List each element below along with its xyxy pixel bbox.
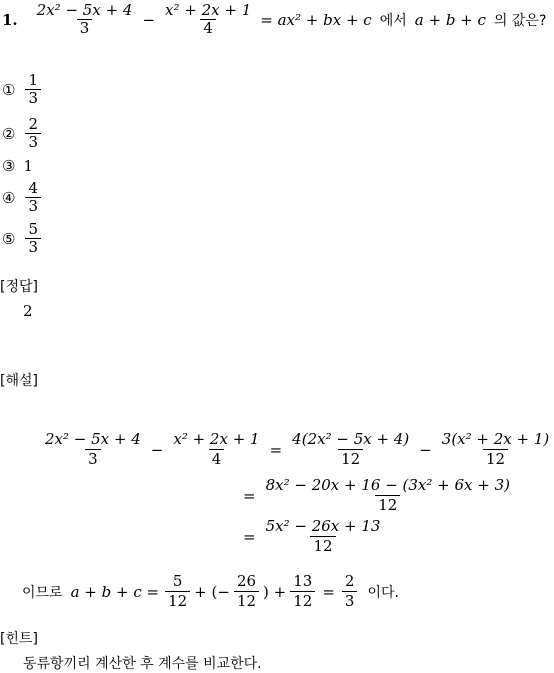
choice-3-value: 1 (23, 157, 33, 175)
conclusion-fraction-2-numerator: 26 (236, 572, 257, 590)
choice-1-marker: ① (2, 80, 16, 99)
conclusion-fraction-4-numerator: 2 (344, 572, 355, 590)
solution-fraction-d-numerator: 3(x² + 2x + 1) (441, 430, 550, 448)
hint-text: 동류항끼리 계산한 후 계수를 비교한다. (23, 656, 262, 672)
conclusion-fraction-3-numerator: 13 (293, 572, 313, 590)
fraction-1 (34, 2, 136, 37)
conclusion-fraction-1-denominator: 12 (165, 591, 190, 611)
choice-5-marker: ⑤ (2, 229, 16, 248)
solution-fraction-e-numerator: 8x² − 20x + 16 − (3x² + 6x + 3) (265, 476, 511, 494)
choice-4-marker: ④ (2, 188, 16, 207)
conclusion-fraction-1-numerator: 5 (172, 572, 183, 590)
minus-sign: − (419, 440, 432, 459)
choice-2[interactable] (2, 116, 43, 151)
fraction-1-denominator: 3 (77, 19, 93, 37)
choice-2-fraction (25, 116, 41, 151)
conclusion-plus-open: + (− (194, 582, 230, 601)
solution-fraction-c-denominator: 12 (338, 449, 363, 469)
choice-5[interactable] (2, 221, 43, 256)
choice-1-numerator: 1 (28, 71, 38, 89)
conclusion-fraction-4 (342, 572, 358, 611)
solution-fraction-c-numerator: 4(2x² − 5x + 4) (292, 430, 410, 448)
choice-4-numerator: 4 (28, 179, 38, 197)
conclusion-fraction-3 (290, 572, 315, 611)
solution-label: [해설] (0, 373, 38, 389)
conclusion-fraction-2 (234, 572, 259, 611)
problem-text-2: 의 값은? (493, 12, 547, 29)
solution-fraction-a-denominator: 3 (85, 449, 101, 469)
solution-fraction-f-numerator: 5x² − 26x + 13 (265, 517, 381, 535)
choice-1-denominator: 3 (25, 89, 41, 107)
choice-5-numerator: 5 (28, 220, 38, 238)
choice-4-denominator: 3 (25, 197, 41, 215)
choice-3-marker: ③ (2, 157, 16, 175)
conclusion-expression: a + b + c = (70, 582, 160, 601)
solution-line-1 (40, 430, 554, 469)
solution-fraction-c (289, 430, 412, 469)
conclusion-fraction-2-denominator: 12 (234, 591, 259, 611)
conclusion-fraction-4-denominator: 3 (342, 591, 358, 611)
problem-text-1: 에서 (379, 12, 407, 29)
equation-rhs: = ax² + bx + c (260, 10, 372, 29)
solution-fraction-b-denominator: 4 (209, 449, 225, 469)
equals-sign: = (269, 440, 283, 459)
conclusion-close-plus: ) + (263, 582, 287, 601)
solution-fraction-a (42, 430, 144, 469)
choice-3[interactable] (2, 157, 33, 175)
choice-5-denominator: 3 (25, 238, 41, 256)
solution-fraction-d (439, 430, 552, 469)
solution-fraction-d-denominator: 12 (483, 449, 508, 469)
fraction-1-numerator: 2x² − 5x + 4 (36, 1, 133, 19)
choice-1[interactable] (2, 72, 43, 107)
hint-label: [힌트] (0, 631, 38, 647)
solution-fraction-b-numerator: x² + 2x + 1 (173, 430, 260, 448)
solution-fraction-f (263, 517, 384, 556)
solution-fraction-f-denominator: 12 (310, 536, 335, 556)
fraction-2-denominator: 4 (200, 19, 216, 37)
minus-sign: − (142, 10, 156, 29)
target-expression: a + b + c (414, 10, 486, 29)
choice-2-marker: ② (2, 124, 16, 143)
conclusion-text-1: 이므로 (22, 584, 63, 601)
equals-sign: = (243, 527, 256, 546)
choice-4-fraction (25, 180, 41, 215)
solution-fraction-a-numerator: 2x² − 5x + 4 (45, 430, 141, 448)
equals-sign: = (243, 486, 256, 505)
choice-2-numerator: 2 (28, 115, 38, 133)
problem-number: 1. (2, 10, 18, 29)
conclusion-fraction-1 (165, 572, 190, 611)
solution-conclusion (22, 572, 399, 611)
choice-5-fraction (25, 221, 41, 256)
solution-line-2 (243, 476, 515, 515)
conclusion-fraction-3-denominator: 12 (290, 591, 315, 611)
fraction-2-numerator: x² + 2x + 1 (165, 1, 252, 19)
answer-value: 2 (23, 302, 33, 320)
choice-1-fraction (25, 72, 41, 107)
problem-statement (2, 2, 546, 37)
equals-sign: = (322, 582, 335, 601)
choice-4[interactable] (2, 180, 43, 215)
minus-sign: − (150, 440, 164, 459)
solution-fraction-b (170, 430, 262, 469)
conclusion-text-2: 이다. (367, 584, 399, 601)
fraction-2 (162, 2, 254, 37)
solution-line-3 (243, 517, 385, 556)
choice-2-denominator: 3 (25, 133, 41, 151)
answer-label: [정답] (0, 279, 38, 295)
solution-fraction-e-denominator: 12 (375, 495, 400, 515)
solution-fraction-e (263, 476, 513, 515)
